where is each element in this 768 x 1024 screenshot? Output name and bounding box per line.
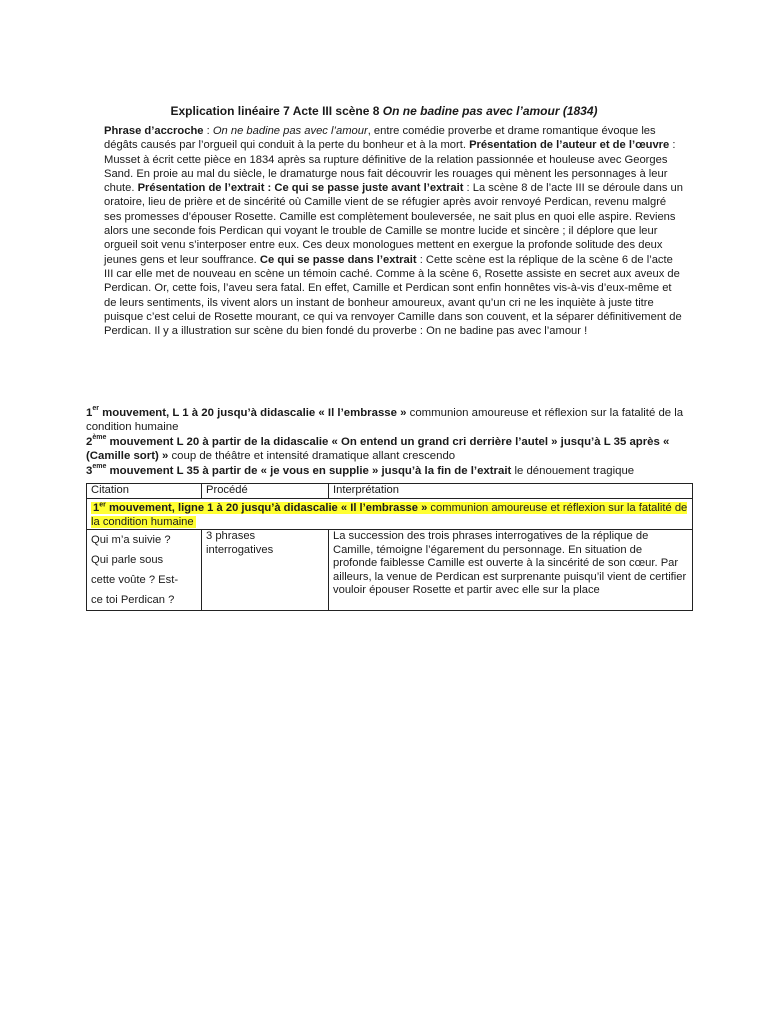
movement-1-heading: mouvement, L 1 à 20 jusqu’à didascalie « Il l’embrasse »: [98, 407, 407, 419]
citation-cell: [87, 530, 202, 611]
extrait-label: Présentation de l’extrait: [137, 182, 265, 195]
extrait-colon: :: [264, 182, 275, 195]
accroche-colon: :: [203, 125, 213, 137]
auteur-label: Présentation de l’auteur et de l’œuvre: [469, 139, 670, 152]
document-title: [0, 103, 768, 119]
movement-1-description: communion amoureuse et réflexion sur la fatalité de la condition humaine: [86, 407, 684, 434]
interpretation-cell: La succession des trois phrases interrogatives de la réplique de Camille, témoigne l’égarement du personnage. En situation de profonde faiblesse Camille est ouverte à la sincérité de son cœur. Par ailleurs, la venue de Perdican est surprenante puisqu’il vient de certifier vouloir épouser Rosette et partir avec elle sur la place: [329, 530, 693, 611]
movement-3-suffix: eme: [92, 462, 107, 470]
movement-1-number: 1: [86, 407, 93, 419]
citation-line: Qui parle sous: [91, 554, 164, 567]
procede-cell: 3 phrases interrogatives: [202, 530, 329, 611]
header-procede: Procédé: [202, 484, 329, 499]
section-description: communion amoureuse et réflexion sur la fatalité de la condition humaine: [91, 502, 688, 528]
header-interpretation: Interprétation: [329, 484, 693, 499]
movement-2-description: coup de théâtre et intensité dramatique allant crescendo: [168, 450, 456, 463]
table-header-row: [87, 484, 693, 499]
avant-label: Ce qui se passe juste avant l’extrait: [274, 182, 464, 195]
section-cell: [87, 498, 693, 530]
movement-3: [86, 464, 696, 478]
movement-2-suffix: ème: [92, 434, 107, 442]
accroche-work-title: On ne badine pas avec l’amour: [212, 125, 368, 137]
movement-2: [86, 435, 696, 464]
title-work: On ne badine pas avec l’amour (1834): [382, 104, 598, 118]
movement-1-suffix: er: [92, 405, 99, 413]
accroche-text: , entre comédie proverbe et drame romantique évoque les dégâts causés par l’orgueil qui conduit à la perte du bonheur et à la mort.: [104, 125, 656, 152]
citation-line: ce toi Perdican ?: [91, 594, 175, 607]
table-row: [87, 530, 693, 611]
analysis-table: [86, 483, 693, 611]
avant-text: : La scène 8 de l’acte III se déroule dans un oratoire, lieu de prière et de sincérité où Camille vient de se réfugier après avoir renvoyé Perdican, revenu malgré ses promesses d’épouser Rosette. Camille est complètement bouleversée, ne sait plus en quoi elle aspire. Reviens alors une seconde fois Perdican qui voyant le trouble de Camille se montre lucide et sincère ; il déplore que leur orgueil soit venu s’interposer entre eux. Ces deux monologues mettent en exergue la profonde solitude des deux jeunes gens et leur souffrance.: [104, 182, 683, 266]
title-main: Explication linéaire 7 Acte III scène 8: [170, 104, 383, 118]
section-heading: mouvement, ligne 1 à 20 jusqu’à didascalie « Il l’embrasse »: [105, 502, 428, 515]
table-section-row: [87, 498, 693, 530]
movements-list: [86, 406, 696, 478]
header-citation: Citation: [87, 484, 202, 499]
accroche-label: Phrase d’accroche: [104, 125, 204, 137]
section-highlight: [91, 502, 687, 528]
section-suffix: er: [99, 501, 106, 509]
dans-label: Ce qui se passe dans l’extrait: [259, 253, 417, 266]
movement-3-heading: mouvement L 35 à partir de « je vous en supplie » jusqu’à la fin de l’extrait: [106, 464, 512, 477]
section-number: 1: [93, 502, 100, 515]
movement-3-number: 3: [86, 464, 93, 477]
auteur-text: : Musset à écrit cette pièce en 1834 après sa rupture définitive de la relation passionnée et houleuse avec Georges Sand. En proie au mal du siècle, le dramaturge nous fait découvrir les rouages qui mènent les personnages à leur chute.: [104, 139, 676, 195]
movement-3-description: le dénouement tragique: [511, 464, 635, 477]
introduction-paragraph: [104, 124, 684, 338]
movement-2-number: 2: [86, 435, 93, 448]
dans-text: : Cette scène est la réplique de la scène 6 de l’acte III car elle met de nouveau en scène un témoin caché. Comme à la scène 6, Rosette assiste en secret aux aveux de Perdican. Or, cette fois, l’aveu sera fatal. En effet, Camille et Perdican sont enfin honnêtes vis-à-vis d’eux-même et de leurs sentiments, ils vivent alors un instant de bonheur amoureux, avant qu’un cri ne les inquiète à juste titre puisque c’est celui de Rosette mourant, ce qui va renvoyer Camille dans son couvent, et la séparer définitivement de Perdican. Il y a illustration sur scène du bien fondé du proverbe : On ne badine pas avec l’amour !: [104, 253, 682, 338]
citation-line: Qui m’a suivie ?: [91, 534, 171, 547]
citation-line: cette voûte ? Est-: [91, 574, 179, 587]
movement-2-heading: mouvement L 20 à partir de la didascalie « On entend un grand cri derrière l’autel » jusqu’à L 35 après « (Camille sort) »: [86, 435, 670, 463]
movement-1: [86, 406, 696, 435]
